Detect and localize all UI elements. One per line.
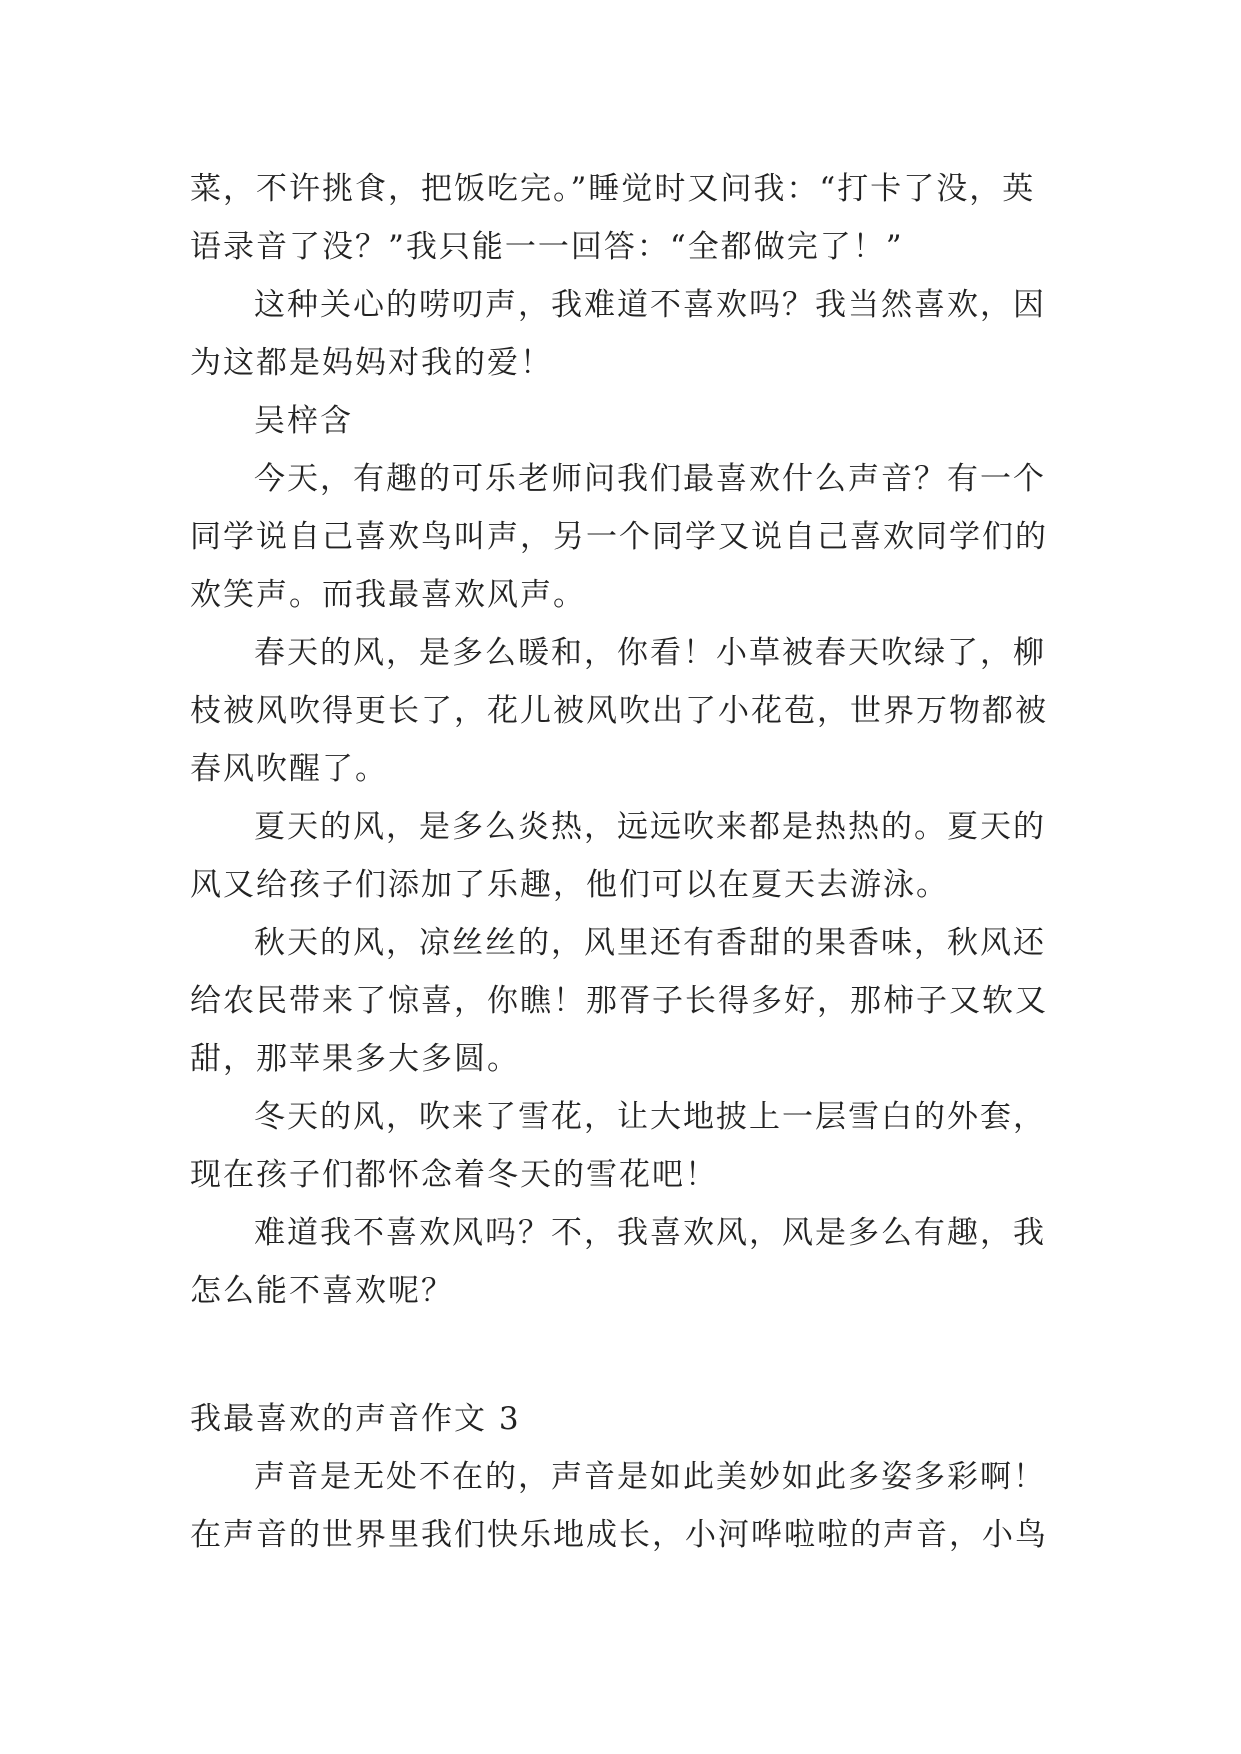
text-line: 今天，有趣的可乐老师问我们最喜欢什么声音？有一个 (254, 461, 1046, 497)
paragraph (190, 450, 1060, 624)
text-line: 怎么能不喜欢呢？ (190, 1273, 454, 1309)
text-line: 难道我不喜欢风吗？不，我喜欢风，风是多么有趣，我 (254, 1215, 1046, 1251)
text-line: 菜，不许挑食，把饭吃完。”睡觉时又问我：“打卡了没，英 (190, 171, 1036, 207)
text-line: 语录音了没？”我只能一一回答：“全都做完了！” (190, 229, 904, 265)
section-heading: 我最喜欢的声音作文 3 (190, 1401, 521, 1437)
paragraph (190, 798, 1060, 914)
text-line: 秋天的风，凉丝丝的，风里还有香甜的果香味，秋风还 (254, 925, 1046, 961)
text-line: 春天的风，是多么暖和，你看！小草被春天吹绿了，柳 (254, 635, 1046, 671)
paragraph (190, 160, 1060, 276)
paragraph (190, 1088, 1060, 1204)
paragraph (190, 624, 1060, 798)
text-line: 甜，那苹果多大多圆。 (190, 1041, 520, 1077)
text-line: 欢笑声。而我最喜欢风声。 (190, 577, 586, 613)
text-line: 为这都是妈妈对我的爱！ (190, 345, 553, 381)
text-line: 风又给孩子们添加了乐趣，他们可以在夏天去游泳。 (190, 867, 949, 903)
paragraph (190, 276, 1060, 392)
text-line: 夏天的风，是多么炎热，远远吹来都是热热的。夏天的 (254, 809, 1046, 845)
text-line: 声音是无处不在的，声音是如此美妙如此多姿多彩啊！ (254, 1459, 1046, 1495)
text-line: 吴梓含 (254, 403, 353, 439)
text-line: 枝被风吹得更长了，花儿被风吹出了小花苞，世界万物都被 (190, 693, 1048, 729)
text-line: 这种关心的唠叨声，我难道不喜欢吗？我当然喜欢，因 (254, 287, 1046, 323)
text-line: 冬天的风，吹来了雪花，让大地披上一层雪白的外套， (254, 1099, 1046, 1135)
text-line: 在声音的世界里我们快乐地成长，小河哗啦啦的声音，小鸟 (190, 1517, 1048, 1553)
text-line: 同学说自己喜欢鸟叫声，另一个同学又说自己喜欢同学们的 (190, 519, 1048, 555)
text-line: 春风吹醒了。 (190, 751, 388, 787)
text-line: 现在孩子们都怀念着冬天的雪花吧！ (190, 1157, 718, 1193)
author-name (190, 392, 1060, 450)
paragraph (190, 1204, 1060, 1320)
paragraph (190, 914, 1060, 1088)
document-body (190, 160, 1060, 1564)
paragraph (190, 1448, 1060, 1564)
text-line: 给农民带来了惊喜，你瞧！那胥子长得多好，那柿子又软又 (190, 983, 1048, 1019)
